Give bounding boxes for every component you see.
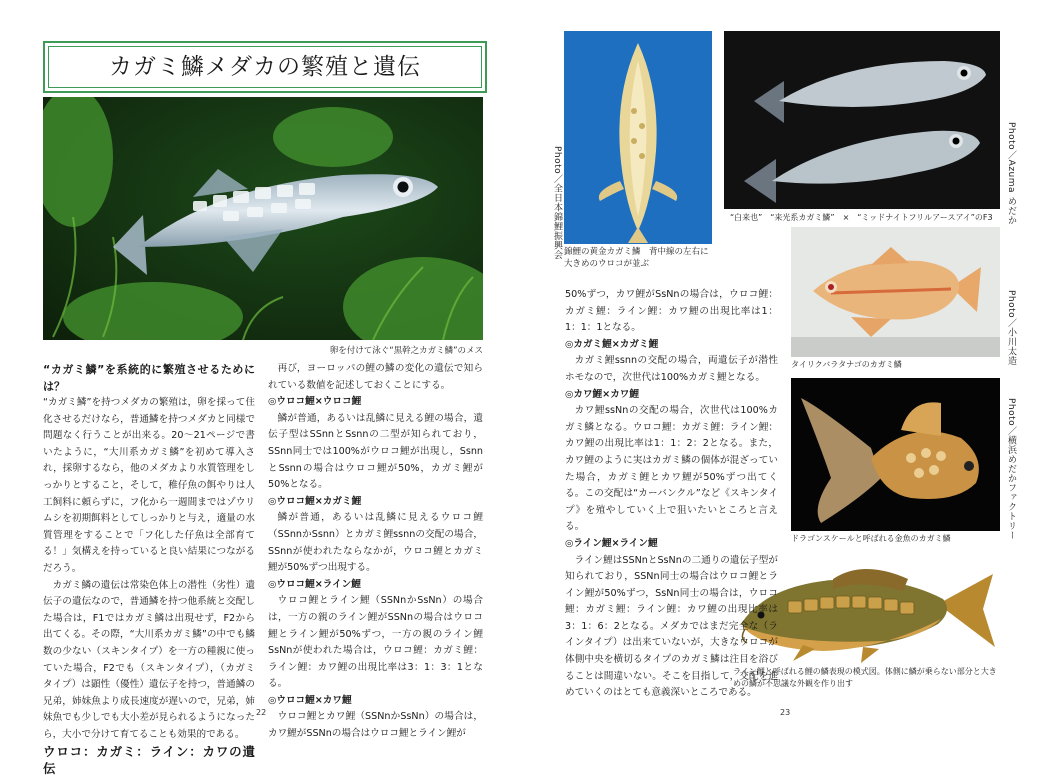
rasbora-photo-credit: Photo／小川太造 xyxy=(1006,290,1016,366)
cross-heading: ◎ライン鯉×ライン鯉 xyxy=(565,537,658,549)
right-column xyxy=(565,287,778,702)
main-medaka-photo xyxy=(43,97,483,340)
paragraph: ウロコ鯉とライン鯉（SSNnかSsNn）の場合は，一方の親のライン鯉がSSNnの場合はウロコ鯉とライン鯉が50%ずつ，一方の親のライン鯉SsNnが使われた場合は，ウロコ鯉：カガミ鯉：ライン鯉：カワ鯉の出現比率は3：1：3：1となる。 xyxy=(268,595,483,690)
subsection-heading: ウロコ：カガミ：ライン：カワの遺伝 xyxy=(43,744,255,777)
carp-illustration-caption: ライン鯉と呼ばれる鯉の鱗表現の模式図。体側に鱗が乗らない部分と大きめの鱗が不思議な外観を作り出す xyxy=(733,667,997,688)
medaka-photo-caption: “白来也” “来光系カガミ鱗” × “ミッドナイトフリルアースアイ”のF3 xyxy=(730,213,993,222)
paragraph: カガミ鯉ssnnの交配の場合，両遺伝子が潜性ホモなので，次世代は100%カガミ鯉となる。 xyxy=(565,355,778,383)
cross-heading: ◎カガミ鯉×カガミ鯉 xyxy=(565,338,659,350)
rasbora-photo xyxy=(791,227,1000,357)
cross-heading: ◎ウロコ鯉×カワ鯉 xyxy=(268,694,352,706)
goldfish-photo-credit: Photo／横浜めだかファクトリー xyxy=(1006,398,1016,541)
page-number-left: 22 xyxy=(256,708,267,717)
main-photo-caption: 卵を付けて泳ぐ“黒幹之カガミ鱗”のメス xyxy=(329,346,483,356)
paragraph: ライン鯉はSSNnとSsNnの二通りの遺伝子型が知られており，SSNn同士の場合はウロコ鯉とライン鯉が50%ずつ，SsNn同士の場合は，ウロコ鯉：カガミ鯉：ライン鯉：カワ鯉の出現比率は3：1：6：2となる。メダカではまだ完全な（ラインタイプ）は出来ていないが，大きなウロコが体側中央を横切るタイプのカガミ鱗は注目を浴びることは間違いない。そこを目指して，交配を進めていくのはとても意義深いところである。 xyxy=(565,554,778,699)
paragraph: 鱗が普通，あるいは乱鱗に見えるウロコ鯉（SSnnかSsnn）とカガミ鯉ssnnの交配の場合，SSnnが使われたならなかが，ウロコ鯉とカガミ鯉が50%ずつ出現する。 xyxy=(268,512,483,574)
page-number-right: 23 xyxy=(780,708,791,717)
rasbora-photo-caption: タイリクバラタナゴのカガミ鱗 xyxy=(791,360,902,369)
medaka-photo-credit: Photo／Azuma めだか xyxy=(1006,122,1016,225)
goldfish-photo xyxy=(791,378,1000,531)
cross-heading: ◎カワ鯉×カワ鯉 xyxy=(565,388,639,400)
page-title: カガミ鱗メダカの繁殖と遺伝 xyxy=(109,54,421,80)
cross-heading: ◎ウロコ鯉×カガミ鯉 xyxy=(268,495,362,507)
paragraph: ウロコ鯉とカワ鯉（SSNnかSsNn）の場合は，カワ鯉がSSNnの場合はウロコ鯉とライン鯉が xyxy=(268,711,483,740)
paragraph: “カガミ鱗”を持つメダカの繁殖は，卵を採って住化させるだけなら，普通鱗を持つメダカと同様で問題なく行うことが出来る。20～21ページで書いたように，“大川系カガミ鱗”を初めて導入され，採卵するなら，他のメダカより水質管理をしっかりとすること，そして，稚仔魚の餌やりは人工飼料に頼らずに，フ化から一週間まではゾウリムシを初期餌料としてしっかりと与え，適量の水質管理をすることで「フ化した仔魚は全部育てる！」気構えを持っていると良い結果につながるだろう。 xyxy=(43,397,255,574)
koi-photo-caption: 錦鯉の黄金カガミ鱗 背中線の左右に大きめのウロコが並ぶ xyxy=(564,247,709,269)
paragraph: カワ鯉ssNnの交配の場合，次世代は100%カガミ鱗となる。ウロコ鯉：カガミ鯉：ライン鯉：カワ鯉の出現比率は1：1：2：2となる。また，カワ鯉のように実はカガミ鱗の個体が混ざっていた場合，カガミ鯉とカワ鯉が50%ずつ出てくる。この交配は“カーバンクル”など《スキンタイプ》を殖やしていく上で狙いたいところと言える。 xyxy=(565,405,778,533)
paragraph: 再び，ヨーロッパの鯉の鱗の変化の遺伝で知られている数値を記述しておくことにする。 xyxy=(268,363,483,391)
section-heading: “カガミ鱗”を系統的に繁殖させるためには？ xyxy=(43,363,255,393)
medaka-pair-photo xyxy=(724,31,1000,209)
paragraph: 50%ずつ，カワ鯉がSsNnの場合は，ウロコ鯉：カガミ鯉：ライン鯉：カワ鯉の出現比率は1：1：1：1となる。 xyxy=(565,289,778,334)
paragraph: 鱗が普通，あるいは乱鱗に見える鯉の場合，遺伝子型はSSnnとSsnnの二型が知られており，SSnn同士では100%がウロコ鯉が出現し，SsnnとSsnnの場合はウロコ鯉が50%，カガミ鯉が50%となる。 xyxy=(268,412,483,491)
goldfish-photo-caption: ドラゴンスケールと呼ばれる金魚のカガミ鱗 xyxy=(791,534,951,543)
cross-heading: ◎ウロコ鯉×ライン鯉 xyxy=(268,578,361,590)
page-title-box xyxy=(43,41,487,93)
left-column-2 xyxy=(268,361,483,743)
cross-heading: ◎ウロコ鯉×ウロコ鯉 xyxy=(268,396,362,408)
koi-photo-credit: Photo／全日本錦鯉振興会 xyxy=(552,146,562,260)
left-column-1 xyxy=(43,361,255,777)
paragraph: カガミ鱗の遺伝は常染色体上の潜性（劣性）遺伝子の遺伝なので，普通鱗を持つ他系統と交配した場合は，F1ではカガミ鱗は出現せず，F2から出てくる。その際，“大川系カガミ鱗”の中でも鱗数の少ない（スキンタイプ）を一方の種親に使っていた場合，F2でも（スキンタイプ），（カガミタイプ）は顕性（優性）遺伝子を持つ，普通鱗の兄弟，姉妹魚より成長速度が遅いので，兄弟，姉妹魚でも少しでも大小差が見られるようになったら，大小で分けて育てることも効果的である。 xyxy=(43,579,255,740)
koi-photo xyxy=(564,31,712,244)
